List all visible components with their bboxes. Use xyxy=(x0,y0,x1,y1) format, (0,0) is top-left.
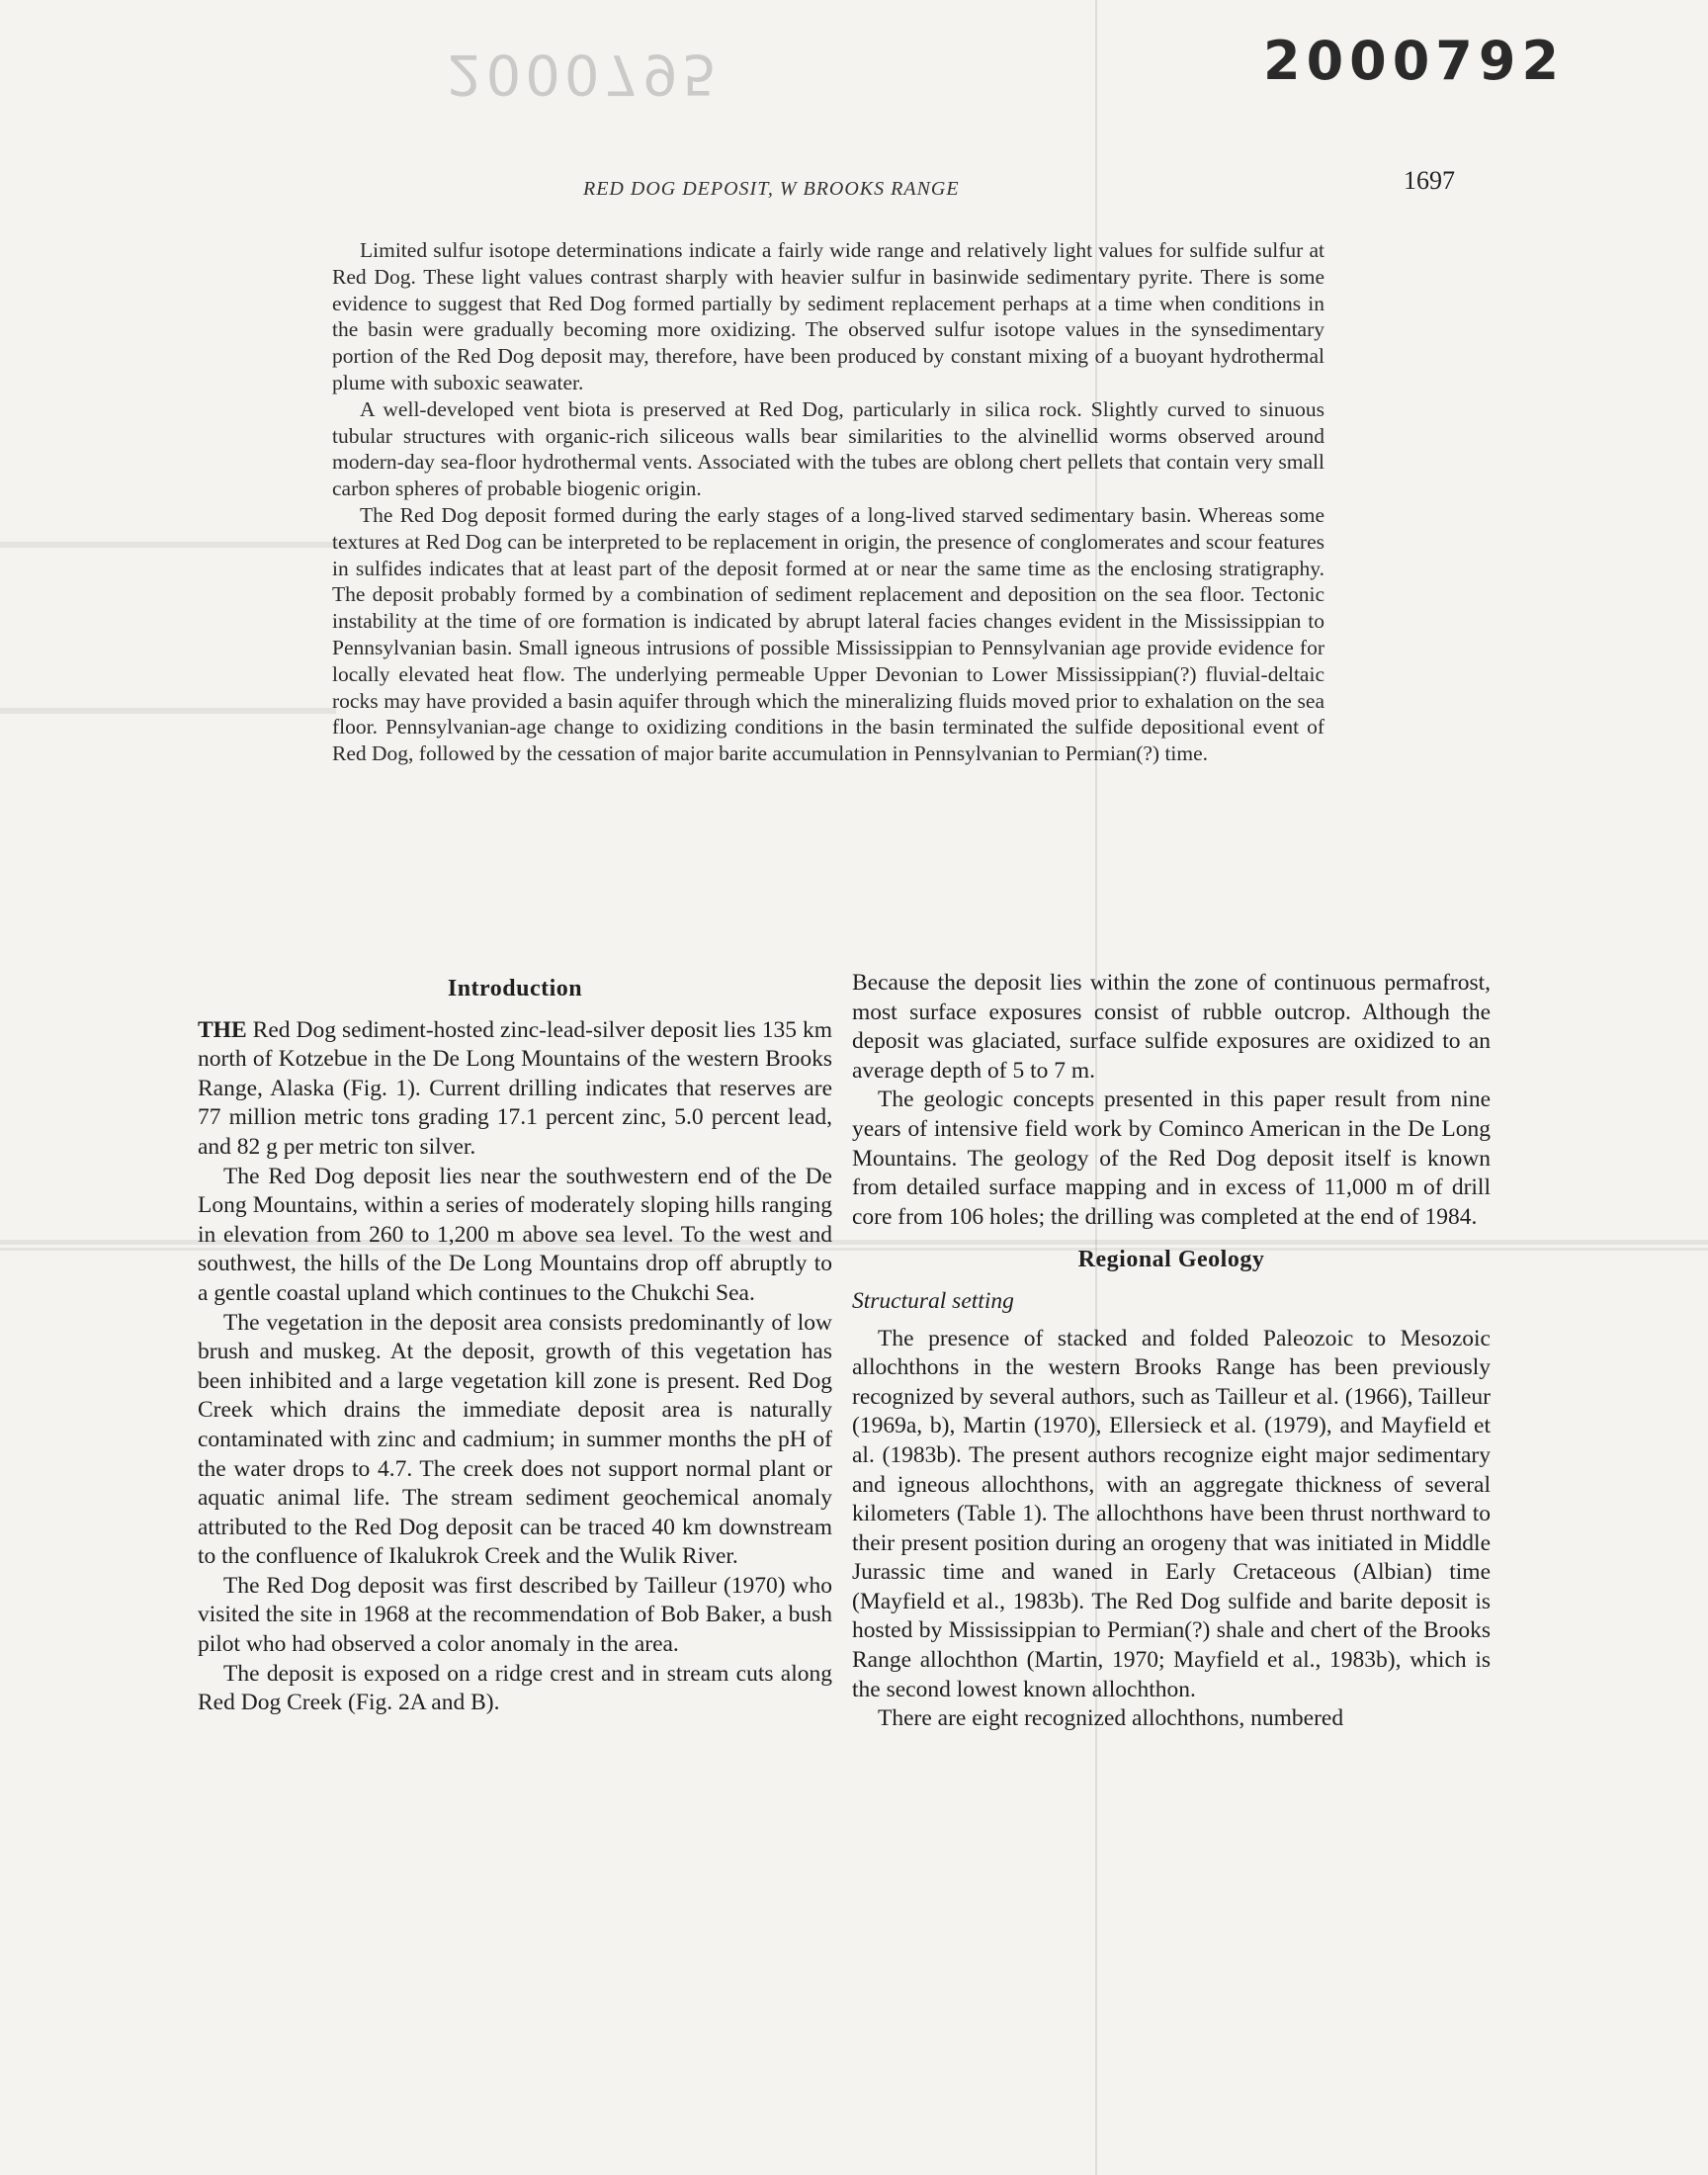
subsection-heading-structural-setting: Structural setting xyxy=(852,1287,1014,1314)
scan-streak xyxy=(0,708,336,714)
running-head: RED DOG DEPOSIT, W BROOKS RANGE xyxy=(583,178,960,200)
document-id-stamp: 2000792 xyxy=(1263,30,1566,92)
section-heading-introduction: Introduction xyxy=(447,976,583,1001)
section-heading-regional-geology: Regional Geology xyxy=(1077,1247,1265,1273)
body-paragraph: The vegetation in the deposit area consists predominantly of low brush and muskeg. At the deposit, growth of this vegetation has been inhibited and a large vegetation kill zone is present. Red Dog Creek which drains the immediate deposit area is naturally contaminated with zinc and cadmium; in summer months the pH of the water drops to 4.7. The creek does not support normal plant or aquatic animal life. The stream sediment geochemical anomaly attributed to the Red Dog deposit can be traced 40 km downstream to the confluence of Ikalukrok Creek and the Wulik River. xyxy=(198,1309,832,1570)
body-paragraph: The Red Dog deposit was first described by Tailleur (1970) who visited the site in 1968 at the recommendation of Bob Baker, a bush pilot who had observed a color anomaly in the area. xyxy=(198,1572,832,1658)
paragraph-text: Red Dog sediment-hosted zinc-lead-silver deposit lies 135 km north of Kotzebue in the De Long Mountains of the western Brooks Range, Alaska (Fig. 1). Current drilling indicates that reserves are 77 million metric tons grading 17.1 percent zinc, 5.0 percent lead, and 82 g per metric ton silver. xyxy=(198,1016,832,1160)
drop-word: THE xyxy=(198,1016,247,1043)
scan-streak xyxy=(0,542,356,548)
body-paragraph: The presence of stacked and folded Paleozoic to Mesozoic allochthons in the western Brooks Range has been previously recognized by several authors, such as Tailleur et al. (1966), Tailleur (1969a, b), Martin (1970), Ellersieck et al. (1979), and Mayfield et al. (1983b). The present authors recognize eight major sedimentary and igneous allochthons, with an aggregate thickness of several kilometers (Table 1). The allochthons have been thrust northward to their present position during an orogeny that was initiated in Middle Jurassic time and waned in Early Cretaceous (Albian) time (Mayfield et al., 1983b). The Red Dog sulfide and barite deposit is hosted by Mississippian to Permian(?) shale and chert of the Brooks Range allochthon (Martin, 1970; Mayfield et al., 1983b), which is the second lowest known allochthon. xyxy=(852,1325,1491,1702)
document-id-bleedthrough: 2000795 xyxy=(447,42,722,106)
body-paragraph: There are eight recognized allochthons, numbered xyxy=(878,1705,1344,1732)
left-column xyxy=(198,969,832,1718)
abstract-paragraph: Limited sulfur isotope determinations indicate a fairly wide range and relatively light values for sulfide sulfur at Red Dog. These light values contrast sharply with heavier sulfur in basinwide sedimentary pyrite. There is some evidence to suggest that Red Dog formed partially by sediment replacement perhaps at a time when conditions in the basin were gradually becoming more oxidizing. The observed sulfur isotope values in the synsedimentary portion of the Red Dog deposit may, therefore, have been produced by constant mixing of a buoyant hydrothermal plume with suboxic seawater. xyxy=(332,238,1324,394)
page-number: 1697 xyxy=(1404,166,1455,195)
body-paragraph: Because the deposit lies within the zone of continuous permafrost, most surface exposures consist of rubble outcrop. Although the deposit was glaciated, surface sulfide exposures are oxidized to an average depth of 5 to 7 m. xyxy=(852,970,1491,1084)
abstract-paragraph: A well-developed vent biota is preserved at Red Dog, particularly in silica rock. Slightly curved to sinuous tubular structures with organic-rich siliceous walls bear similarities to the alvinellid worms observed around modern-day sea-floor hydrothermal vents. Associated with the tubes are oblong chert pellets that contain very small carbon spheres of probable biogenic origin. xyxy=(332,396,1324,501)
right-column xyxy=(852,969,1491,1734)
body-paragraph: The deposit is exposed on a ridge crest and in stream cuts along Red Dog Creek (Fig. 2A and B). xyxy=(198,1660,832,1716)
abstract-paragraph: The Red Dog deposit formed during the early stages of a long-lived starved sedimentary basin. Whereas some textures at Red Dog can be interpreted to be replacement in origin, the presence of conglomerates and scour features in sulfides indicates that at least part of the deposit formed at or near the same time as the enclosing stratigraphy. The deposit probably formed by a combination of sediment replacement and deposition on the sea floor. Tectonic instability at the time of ore formation is indicated by abrupt lateral facies changes evident in the Mississippian to Pennsylvanian basin. Small igneous intrusions of possible Mississippian to Pennsylvanian age provide evidence for locally elevated heat flow. The underlying permeable Upper Devonian to Lower Mississippian(?) fluvial-deltaic rocks may have provided a basin aquifer through which the mineralizing fluids moved prior to exhalation on the sea floor. Pennsylvanian-age change to oxidizing conditions in the basin terminated the sulfide depositional event of Red Dog, followed by the cessation of major barite accumulation in Pennsylvanian to Permian(?) time. xyxy=(332,502,1324,766)
body-paragraph: The Red Dog deposit lies near the southwestern end of the De Long Mountains, within a series of moderately sloping hills ranging in elevation from 260 to 1,200 m above sea level. To the west and southwest, the hills of the De Long Mountains drop off abruptly to a gentle coastal upland which continues to the Chukchi Sea. xyxy=(198,1163,832,1306)
abstract xyxy=(332,237,1324,767)
body-paragraph xyxy=(198,1016,832,1163)
body-paragraph: The geologic concepts presented in this paper result from nine years of intensive field work by Cominco American in the De Long Mountains. The geology of the Red Dog deposit itself is known from detailed surface mapping and in excess of 11,000 m of drill core from 106 holes; the drilling was completed at the end of 1984. xyxy=(852,1087,1491,1230)
